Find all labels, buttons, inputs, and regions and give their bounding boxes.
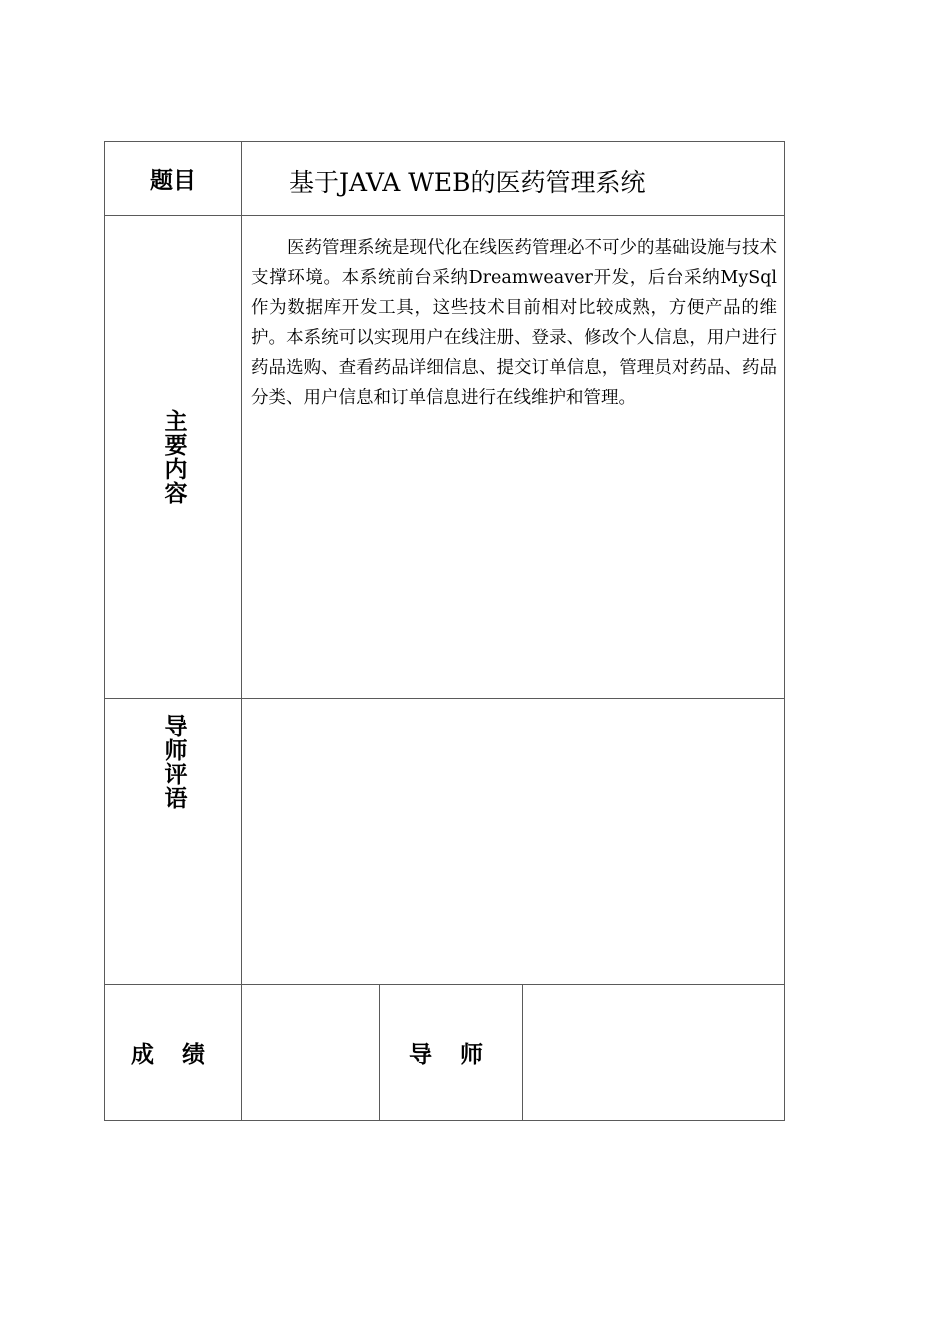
comment-value bbox=[251, 708, 771, 978]
row-divider bbox=[105, 698, 784, 699]
content-label: 主要内容 bbox=[160, 409, 187, 505]
advisor-value bbox=[530, 992, 775, 1112]
comment-label-cell bbox=[105, 714, 241, 849]
grade-label: 成 绩 bbox=[130, 1042, 215, 1068]
title-value: 基于JAVA WEB的医药管理系统 bbox=[289, 168, 646, 197]
advisor-label: 导 师 bbox=[408, 1042, 493, 1068]
column-divider bbox=[241, 142, 242, 1120]
content-label-cell bbox=[105, 216, 241, 698]
content-text: 医药管理系统是现代化在线医药管理必不可少的基础设施与技术支撑环境。本系统前台采纳Dreamweaver开发，后台采纳MySql作为数据库开发工具，这些技术目前相对比较成熟，方便产品的维护。本系统可以实现用户在线注册、登录、修改个人信息，用户进行药品选购、查看药品详细信息、提交订单信息，管理员对药品、药品分类、用户信息和订单信息进行在线维护和管理。 bbox=[251, 238, 777, 408]
comment-label: 导师评语 bbox=[160, 714, 187, 810]
thesis-review-form bbox=[104, 141, 785, 1121]
advisor-label-cell bbox=[380, 985, 522, 1120]
grade-label-cell bbox=[105, 985, 241, 1120]
title-label: 题目 bbox=[150, 168, 196, 194]
column-divider bbox=[522, 984, 523, 1120]
